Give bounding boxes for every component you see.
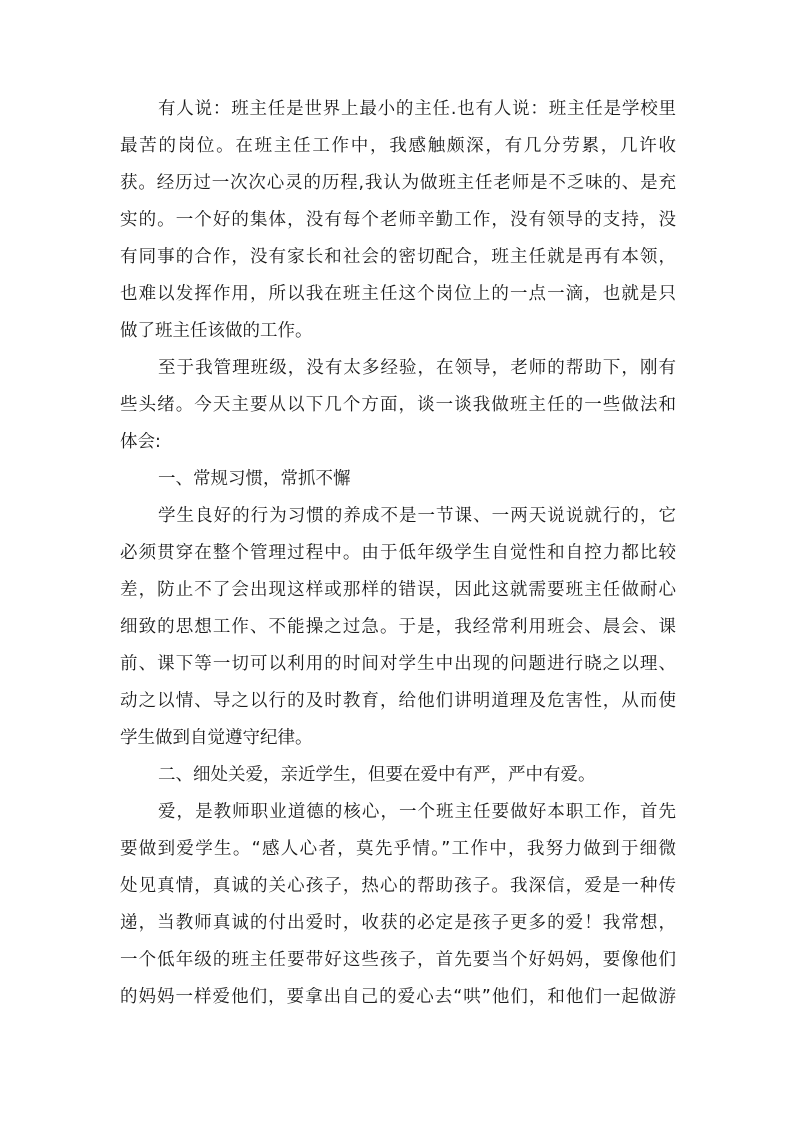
- text-line: 学生良好的行为习惯的养成不是一节课、一两天说说就行的，它: [158, 506, 676, 526]
- text-line: 处见真情，真诚的关心孩子，热心的帮助孩子。我深信，爱是一种传: [120, 876, 676, 896]
- text-line: 前、课下等一切可以利用的时间对学生中出现的问题进行晓之以理、: [120, 654, 676, 674]
- text-line: 一、常规习惯，常抓不懈: [158, 469, 351, 489]
- document-body: [120, 91, 676, 1016]
- text-line: 做了班主任该做的工作。: [120, 321, 313, 341]
- text-line: 有人说：班主任是世界上最小的主任.也有人说：班主任是学校里: [158, 99, 676, 119]
- document-page: [120, 91, 676, 1016]
- text-line: 获。经历过一次次心灵的历程,我认为做班主任老师是不乏味的、是充: [120, 173, 676, 193]
- text-line: 要做到爱学生。“感人心者，莫先乎情。”工作中，我努力做到于细微: [120, 839, 676, 859]
- text-line: 实的。一个好的集体，没有每个老师辛勤工作，没有领导的支持，没: [120, 210, 676, 230]
- text-line: 至于我管理班级，没有太多经验，在领导，老师的帮助下，刚有: [158, 358, 676, 378]
- text-line: 爱，是教师职业道德的核心，一个班主任要做好本职工作，首先: [158, 802, 676, 822]
- text-line: 些头绪。今天主要从以下几个方面，谈一谈我做班主任的一些做法和: [120, 395, 676, 415]
- text-line: 差，防止不了会出现这样或那样的错误，因此这就需要班主任做耐心: [120, 580, 676, 600]
- text-line: 最苦的岗位。在班主任工作中，我感触颇深，有几分劳累，几许收: [120, 136, 676, 156]
- text-line: 也难以发挥作用，所以我在班主任这个岗位上的一点一滴，也就是只: [120, 284, 676, 304]
- text-line: 有同事的合作，没有家长和社会的密切配合，班主任就是再有本领，: [120, 247, 676, 267]
- text-line: 一个低年级的班主任要带好这些孩子，首先要当个好妈妈，要像他们: [120, 950, 676, 970]
- text-line: 的妈妈一样爱他们，要拿出自己的爱心去“哄”他们，和他们一起做游: [120, 987, 676, 1007]
- text-line: 二、细处关爱，亲近学生，但要在爱中有严，严中有爱。: [158, 765, 596, 785]
- text-line: 体会:: [120, 432, 161, 452]
- text-line: 必须贯穿在整个管理过程中。由于低年级学生自觉性和自控力都比较: [120, 543, 676, 563]
- text-line: 学生做到自觉遵守纪律。: [120, 728, 313, 748]
- text-line: 动之以情、导之以行的及时教育，给他们讲明道理及危害性，从而使: [120, 691, 676, 711]
- text-line: 细致的思想工作、不能操之过急。于是，我经常利用班会、晨会、课: [120, 617, 676, 637]
- text-line: 递，当教师真诚的付出爱时，收获的必定是孩子更多的爱！我常想，: [120, 913, 676, 933]
